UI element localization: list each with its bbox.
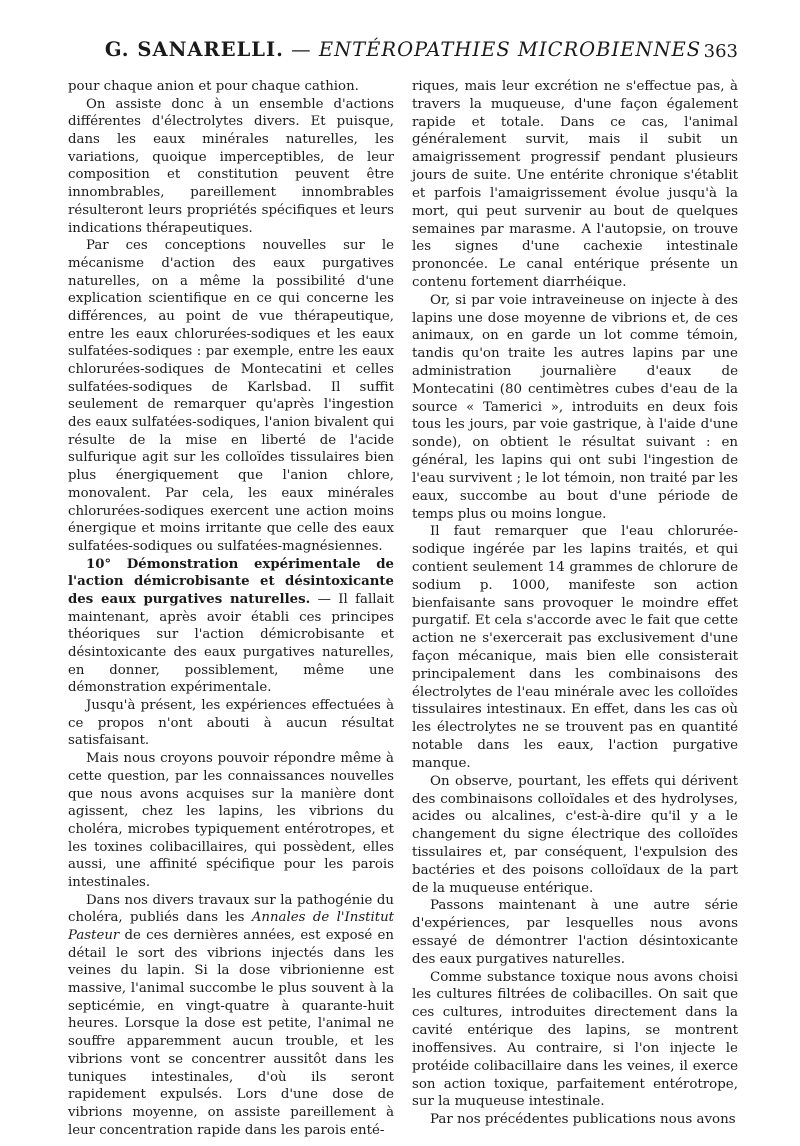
paragraph: Comme substance toxique nous avons choisi les cultures filtrées de colibacilles. On sait que ces cultures, introduites directement dans la cavité entérique des lapins, se montrent inoffensives. Au contraire, si l'on injecte le protéide colibacillaire dans les veines, il exerce son action toxique, parfaitement entérotrope, sur la muqueuse intestinale. [412, 969, 738, 1110]
right-column [412, 78, 738, 1129]
journal-title: Annales de l'Institut Pasteur [68, 910, 394, 943]
paragraph: pour chaque anion et pour chaque cathion. [68, 79, 359, 94]
paragraph: riques, mais leur excrétion ne s'effectue pas, à travers la muqueuse, d'une façon également rapide et totale. Dans ce cas, l'animal généralement survit, mais il subit un amaigrissement progressif pendant plusieurs jours de suite. Une entérite chronique s'établit et parfois l'amaigrissement évolue jusqu'à la mort, qui peut survenir au bout de quelques semaines par marasme. A l'autopsie, on trouve les signes d'une cachexie intestinale prononcée. Le canal entérique présente un contenu fortement diarrhéique. [412, 79, 738, 290]
paragraph: On observe, pourtant, les effets qui dérivent des combinaisons colloïdales et des hydrolyses, acides ou alcalines, c'est-à-dire qu'il y a le changement du signe électrique des colloïdes tissulaires et, par conséquent, l'expulsion des bactéries et des poisons colloïdaux de la part de la muqueuse entérique. [412, 773, 738, 896]
section-paragraph [68, 556, 394, 698]
paragraph [68, 892, 394, 1140]
author-name: G. SANARELLI. [104, 38, 284, 61]
paragraph: Il faut remarquer que l'eau chlorurée-sodique ingérée par les lapins traités, et qui contient seulement 14 grammes de chlorure de sodium p. 1000, manifeste son action bienfaisante sans provoquer le moindre effet purgatif. Et cela s'accorde avec le fait que cette action ne s'exercerait pas exclusivement d'une façon mécanique, mais bien elle consisterait principalement dans les combinaisons des électrolytes de l'eau minérale avec les colloïdes tissulaires intestinaux. En effet, dans les cas où les électrolytes ne se trouvent pas en quantité notable dans les eaux, l'action purgative manque. [412, 524, 738, 771]
paragraph: On assiste donc à un ensemble d'actions différentes d'électrolytes divers. Et puisque, dans les eaux minérales naturelles, les variations, quoique imperceptibles, de leur composition et constitution peuvent être innombrables, pareillement innombrables résulteront leurs propriétés spécifiques et leurs indications thérapeutiques. [68, 96, 394, 236]
left-column [68, 78, 394, 1139]
running-header [68, 38, 738, 78]
paragraph: Or, si par voie intraveineuse on injecte à des lapins une dose moyenne de vibrions et, de ces animaux, on en garde un lot comme témoin, tandis qu'on traite les autres lapins par une administration journalière d'eaux de Montecatini (80 centimètres cubes d'eau de la source « Tamerici », introduits en deux fois tous les jours, par voie gastrique, à l'aide d'une sonde), on obtient le résultat suivant : en général, les lapins qui ont subi l'ingestion de l'eau survivent ; le lot témoin, non traité par les eaux, succombe au bout d'une période de temps plus ou moins longue. [412, 292, 738, 522]
running-title [68, 38, 738, 61]
paragraph: Jusqu'à présent, les expériences effectuées à ce propos n'ont abouti à aucun résultat satisfaisant. [68, 698, 394, 749]
paragraph: Passons maintenant à une autre série d'expériences, par lesquelles nous avons essayé de démontrer l'action désintoxicante des eaux purgatives naturelles. [412, 898, 738, 967]
paragraph-text: — Il fallait maintenant, après avoir établi ces principes théoriques sur l'action démicrobisante et désintoxicante des eaux purgatives naturelles, en donner, possiblement, même une démonstration expérimentale. [68, 591, 394, 696]
header-dash: — [283, 38, 319, 61]
paragraph-text: Dans nos divers travaux sur la pathogénie du choléra, publiés dans les [68, 892, 394, 926]
section-heading: 10° Démonstration expérimentale de l'action démicrobisante et désintoxicante des eaux purgatives naturelles. [68, 556, 394, 607]
page-number: 363 [703, 41, 738, 62]
paragraph: Par ces conceptions nouvelles sur le mécanisme d'action des eaux purgatives naturelles, on a même la possibilité d'une explication scientifique en ce qui concerne les différences, au point de vue thérapeutique, entre les eaux chlorurées-sodiques et les eaux sulfatées-sodiques : par exemple, entre les eaux chlorurées-sodiques de Montecatini et celles sulfatées-sodiques de Karlsbad. Il suffit seulement de remarquer qu'après l'ingestion des eaux sulfatées-sodiques, l'anion bivalent qui résulte de la mise en liberté de l'acide sulfurique agit sur les colloïdes tissulaires bien plus énergiquement que l'anion chlore, monovalent. Par cela, les eaux minérales chlorurées-sodiques exercent une action moins énergique et moins irritante que celle des eaux sulfatées-sodiques ou sulfatées-magnésiennes. [68, 238, 394, 554]
paragraph: Mais nous croyons pouvoir répondre même à cette question, par les connaissances nouvelles que nous avons acquises sur la manière dont agissent, chez les lapins, les vibrions du choléra, microbes typiquement entérotropes, et les toxines colibacillaires, qui possèdent, elles aussi, une affinité spécifique pour les parois intestinales. [68, 751, 394, 890]
article-title: ENTÉROPATHIES MICROBIENNES [318, 38, 702, 61]
paragraph-text: de ces dernières années, est exposé en détail le sort des vibrions injectés dans les veines du lapin. Si la dose vibrionienne est massive, l'animal succombe le plus souvent à la septicémie, en vingt-quatre à quarante-huit heures. Lorsque la dose est petite, l'animal ne souffre apparemment aucun trouble, et les vibrions vont se concentrer aussitôt dans les tuniques intestinales, d'où ils seront rapidement expulsés. Lors d'une dose de vibrions moyenne, on assiste pareillement à leur concentration rapide dans les parois enté- [68, 928, 394, 1138]
paragraph: Par nos précédentes publications nous avons [430, 1112, 736, 1128]
